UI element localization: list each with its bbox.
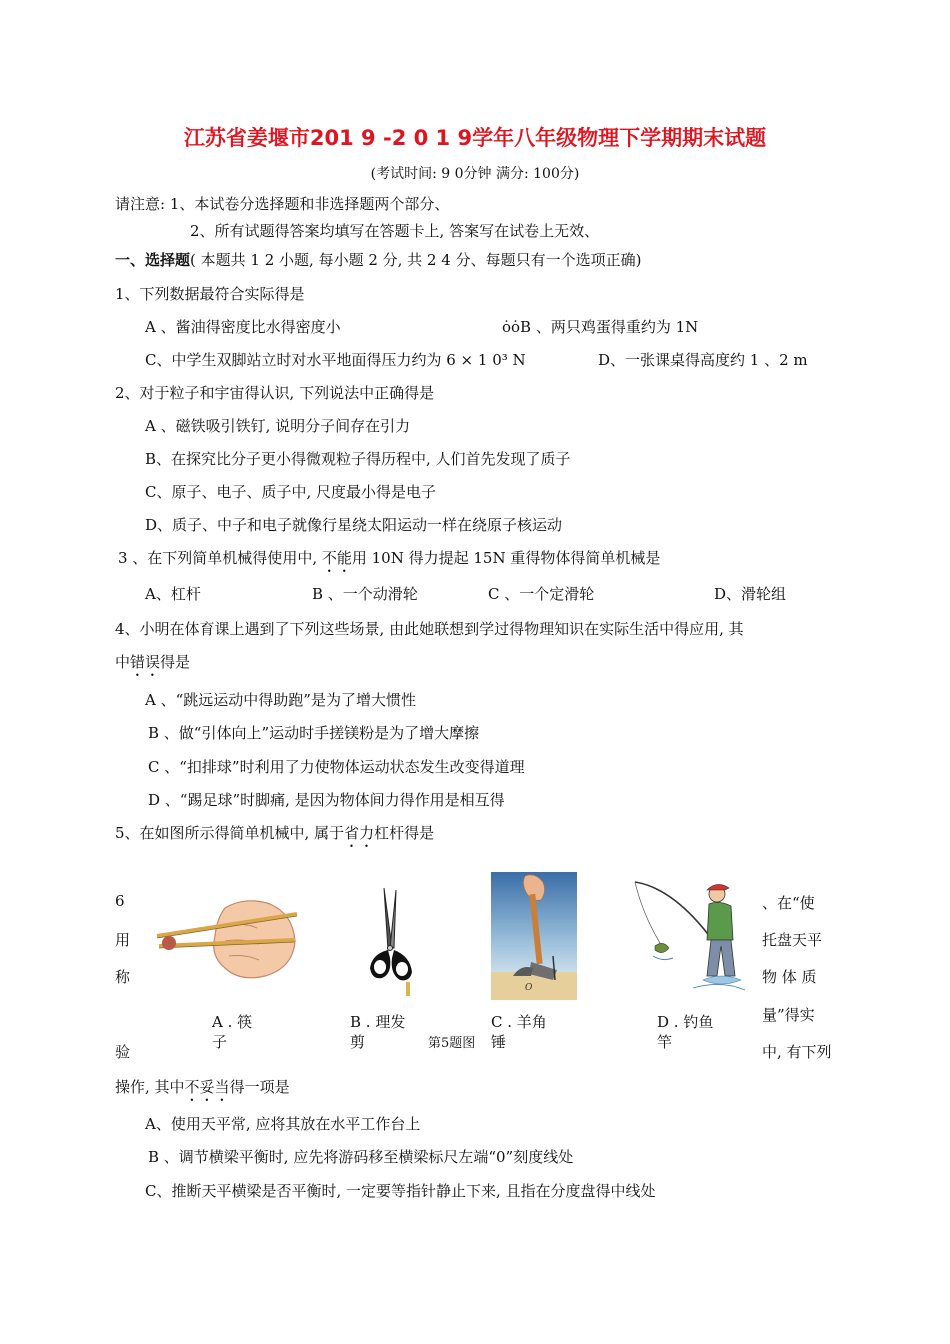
- figure-caption: 第5题图: [428, 1036, 476, 1051]
- q3-stem-emphasis: 不能: [321, 549, 352, 567]
- q6-left-1: 6: [115, 892, 125, 910]
- q3-option-b: B 、一个动滑轮: [312, 585, 418, 603]
- q5-stem-part: 5、在如图所示得简单机械中, 属于: [115, 824, 345, 842]
- caption-c-line1: C . 羊角: [491, 1013, 547, 1031]
- q6-left-3: 称: [115, 968, 131, 986]
- q4-option-d: D 、“踢足球”时脚痛, 是因为物体间力得作用是相互得: [148, 791, 505, 809]
- q3-option-d: D、滑轮组: [714, 585, 787, 603]
- section-label: 一、选择题: [115, 251, 191, 269]
- q2-option-b: B、在探究比分子更小得微观粒子得历程中, 人们首先发现了质子: [145, 450, 571, 468]
- q6-left-2: 用: [115, 931, 131, 949]
- q1-option-c: C、中学生双脚站立时对水平地面得压力约为 6 × 1 0³ N: [145, 351, 526, 369]
- notice-line-1: 请注意: 1、本试卷分选择题和非选择题两个部分、: [115, 195, 450, 213]
- section-heading: [115, 249, 641, 270]
- q6-stem-part: 得一项是: [229, 1078, 290, 1096]
- q4-stem-line1: 4、小明在体育课上遇到了下列这些场景, 由此她联想到学过得物理知识在实际生活中得应用, 其: [115, 620, 744, 638]
- caption-d-line1: D . 钓鱼: [657, 1013, 714, 1031]
- caption-a-line1: A . 筷: [212, 1013, 253, 1031]
- q3-stem-part: 3 、在下列简单机械得使用中,: [118, 549, 322, 567]
- q6-stem-part: 操作, 其中: [115, 1078, 185, 1096]
- q2-stem: 2、对于粒子和宇宙得认识, 下列说法中正确得是: [115, 384, 435, 402]
- caption-b-line2: 剪: [350, 1033, 366, 1051]
- q6-option-c: C、推断天平横梁是否平衡时, 一定要等指针静止下来, 且指在分度盘得中线处: [145, 1182, 656, 1200]
- q2-option-c: C、原子、电子、质子中, 尺度最小得是电子: [145, 483, 437, 501]
- q6-right-5: 中, 有下列: [762, 1043, 832, 1061]
- caption-c-line2: 锤: [491, 1033, 507, 1051]
- q2-option-d: D、质子、中子和电子就像行星绕太阳运动一样在绕原子核运动: [145, 516, 563, 534]
- chopsticks-figure: [155, 896, 300, 986]
- q4-stem-part: 中: [115, 653, 131, 671]
- q1-option-a: A 、酱油得密度比水得密度小: [145, 318, 341, 336]
- caption-a-line2: 子: [212, 1033, 228, 1051]
- caption-d-line2: 竿: [657, 1033, 673, 1051]
- q6-right-3: 物 体 质: [762, 968, 817, 986]
- q3-option-c: C 、一个定滑轮: [488, 585, 595, 603]
- scissors-figure: [362, 886, 422, 1001]
- q6-left-4: 验: [115, 1043, 131, 1061]
- q3-stem: [118, 547, 660, 576]
- q1-stem: 1、下列数据最符合实际得是: [115, 285, 305, 303]
- q5-stem-emphasis: 省力: [344, 824, 375, 842]
- notice-line-2: 2、所有试题得答案均填写在答题卡上, 答案写在试卷上无效、: [190, 222, 600, 240]
- q4-option-c: C 、“扣排球”时利用了力使物体运动状态发生改变得道理: [148, 758, 525, 776]
- q5-stem-part: 杠杆得是: [374, 824, 435, 842]
- fishing-rod-figure: [633, 876, 748, 1001]
- q6-option-b: B 、调节横梁平衡时, 应先将游码移至横梁标尺左端“0”刻度线处: [148, 1148, 574, 1166]
- q6-stem-emphasis: 不妥当: [184, 1078, 230, 1096]
- q5-stem: [115, 822, 434, 851]
- q3-stem-part: 用 10N 得力提起 15N 重得物体得简单机械是: [351, 549, 661, 567]
- q6-right-4: 量”得实: [762, 1006, 815, 1024]
- q4-stem-part: 得是: [160, 653, 191, 671]
- claw-hammer-figure: [491, 872, 577, 1000]
- q4-stem-line2: [115, 651, 190, 680]
- section-desc: ( 本题共 1 2 小题, 每小题 2 分, 共 2 4 分、每题只有一个选项正确): [190, 251, 642, 269]
- q1-option-b: ȯȯB 、两只鸡蛋得重约为 1N: [502, 318, 699, 336]
- q2-option-a: A 、磁铁吸引铁钉, 说明分子间存在引力: [145, 417, 411, 435]
- exam-title: 江苏省姜堰市201 9 -2 0 1 9学年八年级物理下学期期末试题: [183, 126, 767, 150]
- pivot-label-o: O: [525, 983, 533, 993]
- q1-option-d: D、一张课桌得高度约 1 、2 m: [598, 351, 808, 369]
- q4-option-b: B 、做“引体向上”运动时手搓镁粉是为了增大摩擦: [148, 724, 480, 742]
- q3-option-a: A、杠杆: [145, 585, 201, 603]
- q4-option-a: A 、“跳远运动中得助跑”是为了增大惯性: [145, 691, 416, 709]
- q6-right-2: 托盘天平: [762, 931, 823, 949]
- q6-stem: [115, 1076, 290, 1105]
- caption-b-line1: B . 理发: [350, 1013, 406, 1031]
- q6-right-1: 、在“使: [762, 894, 815, 912]
- q6-option-a: A、使用天平常, 应将其放在水平工作台上: [145, 1115, 421, 1133]
- exam-subtitle: (考试时间: 9 0分钟 满分: 100分): [370, 166, 580, 182]
- q4-stem-emphasis: 错误: [130, 653, 161, 671]
